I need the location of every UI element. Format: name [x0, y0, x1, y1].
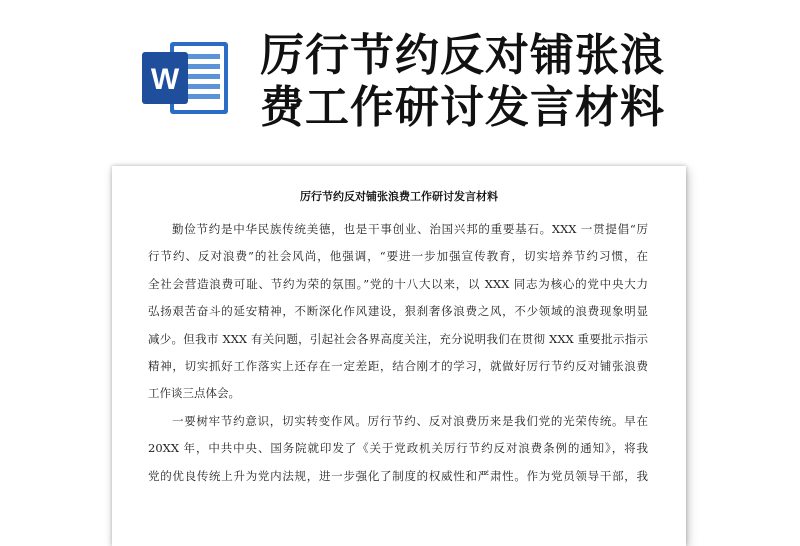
body-line: 党的优良传统上升为党内法规，进一步强化了制度的权威性和严肃性。作为党员领导干部，我 [148, 468, 648, 483]
title-line-1: 厉行节约反对铺张浪 [260, 30, 665, 81]
document-title: 厉行节约反对铺张浪费工作研讨发言材料 [300, 190, 498, 203]
body-line: 行节约、反对浪费”的社会风尚，他强调，“要进一步加强宣传教育，切实培养节约习惯，在 [148, 249, 648, 264]
banner-header [0, 0, 800, 150]
body-line: 精神，切实抓好工作落实上还存在一定差距，结合刚才的学习，就做好厉行节约反对铺张浪费 [148, 359, 648, 374]
title-line-2: 费工作研讨发言材料 [260, 82, 665, 133]
body-line: 勤俭节约是中华民族传统美德，也是干事创业、治国兴邦的重要基石。XXX 一贯提倡“厉 [172, 222, 648, 236]
svg-text:W: W [150, 63, 180, 96]
body-line: 减少。但我市 XXX 有关问题，引起社会各界高度关注，充分说明我们在贯彻 XXX 重要批示指示 [148, 331, 648, 346]
document-body [148, 216, 648, 490]
document-page [112, 166, 686, 546]
body-line: 全社会营造浪费可耻、节约为荣的氛围。”党的十八大以来，以 XXX 同志为核心的党中央大力 [148, 276, 648, 291]
body-line: 工作谈三点体会。 [148, 386, 240, 401]
body-line: 弘扬艰苦奋斗的延安精神，不断深化作风建设，狠刹奢侈浪费之风，不少领域的浪费现象明显 [148, 304, 648, 319]
page-title [260, 30, 780, 134]
body-line: 20XX 年，中共中央、国务院就印发了《关于党政机关厉行节约反对浪费条例的通知》，将我 [148, 441, 648, 456]
word-doc-icon [140, 38, 232, 118]
body-line: 一要树牢节约意识，切实转变作风。厉行节约、反对浪费历来是我们党的光荣传统。早在 [172, 413, 648, 428]
